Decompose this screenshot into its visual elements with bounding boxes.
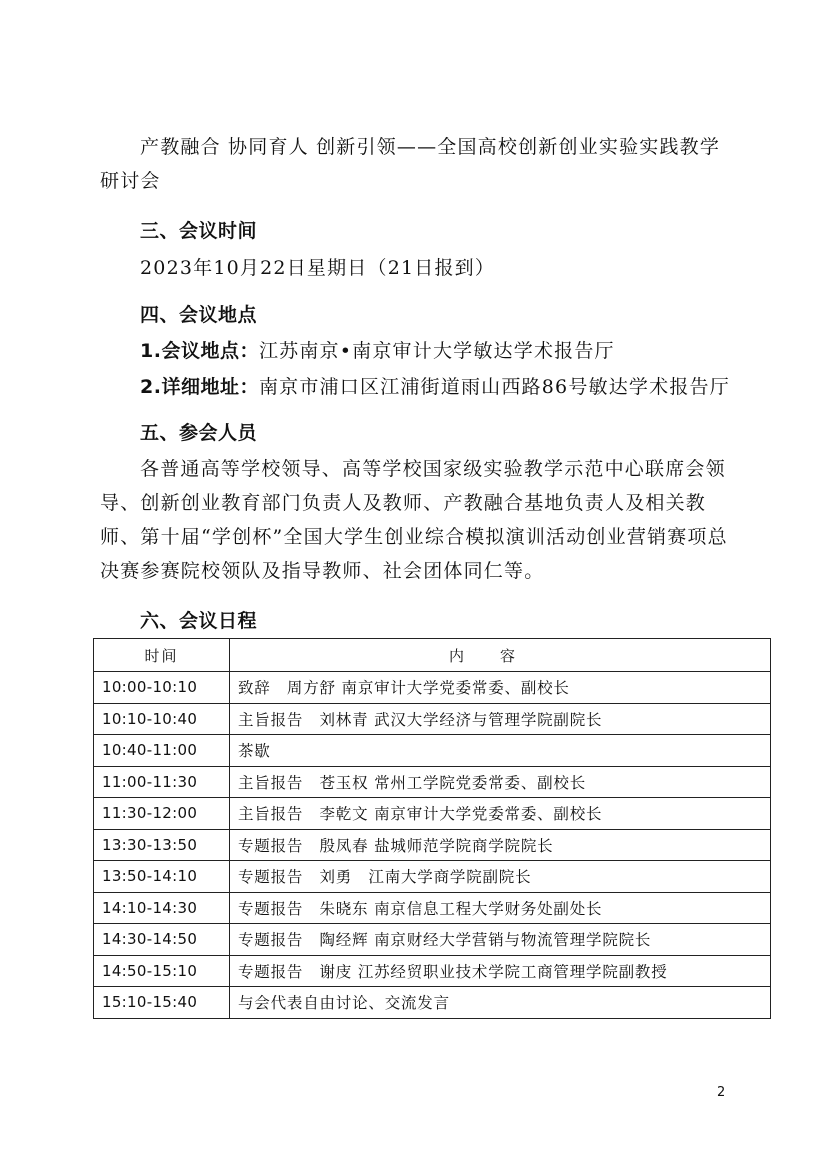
schedule-time-cell: 14:50-15:10 [94,955,230,987]
schedule-content-cell: 致辞 周方舒 南京审计大学党委常委、副校长 [230,672,771,704]
table-row [94,861,771,893]
schedule-content-cell: 主旨报告 李乾文 南京审计大学党委常委、副校长 [230,798,771,830]
schedule-content-cell: 专题报告 谢庋 江苏经贸职业技术学院工商管理学院副教授 [230,955,771,987]
address-value: 南京市浦口区江浦街道雨山西路86号敏达学术报告厅 [258,376,730,398]
table-row [94,892,771,924]
schedule-time-cell: 15:10-15:40 [94,987,230,1019]
address-line [140,372,730,402]
venue-value: 江苏南京•南京审计大学敏达学术报告厅 [258,340,615,362]
attendees-text: 各普通高等学校领导、高等学校国家级实验教学示范中心联席会领导、创新创业教育部门负责人及教师、产教融合基地负责人及相关教师、第十届“学创杯”全国大学生创业综合模拟演训活动创业营销赛项总决赛参赛院校领队及指导教师、社会团体同仁等。 [100,458,728,582]
schedule-time-cell: 10:00-10:10 [94,672,230,704]
table-row [94,735,771,767]
schedule-content-cell: 专题报告 殷凤春 盐城师范学院商学院院长 [230,829,771,861]
schedule-time-cell: 10:10-10:40 [94,703,230,735]
table-row [94,703,771,735]
section-heading-time: 三、会议时间 [140,220,258,242]
schedule-header-row [94,639,771,672]
table-row [94,924,771,956]
venue-label: 1.会议地点： [140,340,259,362]
table-row [94,798,771,830]
column-header-content: 内容 [230,639,771,672]
schedule-content-cell: 茶歇 [230,735,771,767]
schedule-content-cell: 专题报告 朱晓东 南京信息工程大学财务处副处长 [230,892,771,924]
table-row [94,672,771,704]
meeting-time-text: 2023年10月22日星期日（21日报到） [140,257,496,279]
schedule-content-cell: 专题报告 刘勇 江南大学商学院副院长 [230,861,771,893]
table-row [94,955,771,987]
schedule-content-cell: 与会代表自由讨论、交流发言 [230,987,771,1019]
section-heading-schedule: 六、会议日程 [140,610,258,632]
table-row [94,987,771,1019]
venue-line [140,336,615,366]
schedule-content-cell: 主旨报告 刘林青 武汉大学经济与管理学院副院长 [230,703,771,735]
schedule-content-cell: 专题报告 陶经辉 南京财经大学营销与物流管理学院院长 [230,924,771,956]
schedule-time-cell: 13:50-14:10 [94,861,230,893]
schedule-content-cell: 主旨报告 苍玉权 常州工学院党委常委、副校长 [230,766,771,798]
schedule-time-cell: 13:30-13:50 [94,829,230,861]
address-label: 2.详细地址： [140,376,259,398]
schedule-time-cell: 11:30-12:00 [94,798,230,830]
section-heading-attendees: 五、参会人员 [140,422,258,444]
conference-theme: 产教融合 协同育人 创新引领——全国高校创新创业实验实践教学研讨会 [100,136,721,192]
schedule-time-cell: 10:40-11:00 [94,735,230,767]
schedule-table [93,638,771,1019]
table-row [94,829,771,861]
section-heading-venue: 四、会议地点 [140,304,258,326]
table-row [94,766,771,798]
schedule-time-cell: 14:10-14:30 [94,892,230,924]
page-number: 2 [717,1085,726,1100]
schedule-time-cell: 14:30-14:50 [94,924,230,956]
schedule-time-cell: 11:00-11:30 [94,766,230,798]
column-header-time: 时间 [94,639,230,672]
